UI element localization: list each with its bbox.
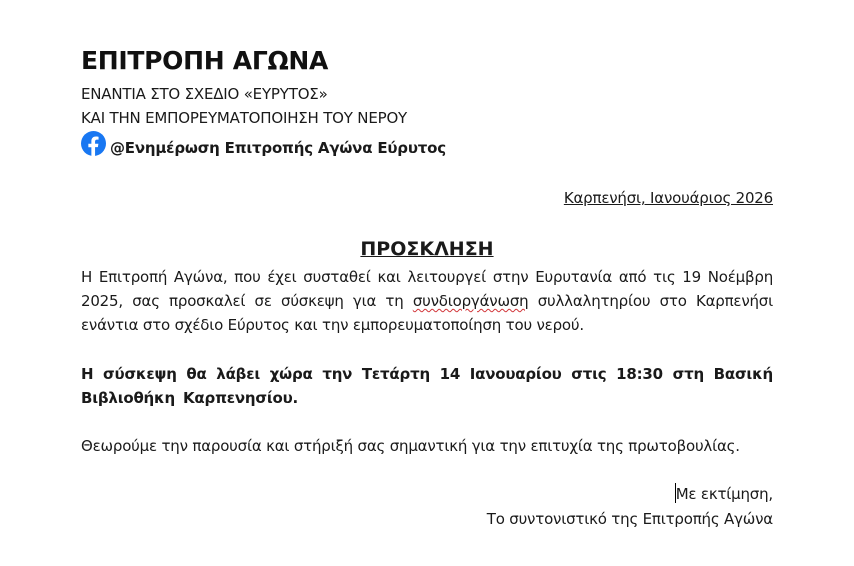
closing-signature: Το συντονιστικό της Επιτροπής Αγώνα <box>486 510 773 528</box>
paragraph-intro-start: Η Επιτροπή Αγώνα, που έχει συσταθεί και λειτουργεί στην Ευρυτανία από τις 19 Νοέμβρη 2025, σας προσκαλεί σε σύσκεψη για τη <box>81 268 773 310</box>
facebook-icon <box>81 131 106 156</box>
paragraph-intro-end: συλλαλητηρίου στο Καρπενήσι ενάντια στο σχέδιο Εύρυτος και την εμπορευματοποίηση του νερού. <box>81 292 773 334</box>
facebook-line <box>81 130 446 160</box>
subtitle-line-2: ΚΑΙ ΤΗΝ ΕΜΠΟΡΕΥΜΑΤΟΠΟΙΗΣΗ ΤΟΥ ΝΕΡΟΥ <box>81 109 408 127</box>
paragraph-closing-note: Θεωρούμε την παρουσία και στήριξή σας σημαντική για την επιτυχία της πρωτοβουλίας. <box>81 437 740 455</box>
invitation-heading: ΠΡΟΣΚΛΗΣΗ <box>360 238 494 260</box>
spellcheck-flagged-word[interactable]: συνδιοργάνωση <box>412 292 529 310</box>
closing-salutation: Με εκτίμηση, <box>675 485 773 503</box>
facebook-handle: @Ενημέρωση Επιτροπής Αγώνα Εύρυτος <box>110 139 446 157</box>
document-title: ΕΠΙΤΡΟΠΗ ΑΓΩΝΑ <box>81 46 329 75</box>
paragraph-intro <box>81 265 773 337</box>
date-line: Καρπενήσι, Ιανουάριος 2026 <box>563 189 773 207</box>
paragraph-meeting-details: Η σύσκεψη θα λάβει χώρα την Τετάρτη 14 Ιανουαρίου στις 18:30 στη Βασική Βιβλιοθήκη Καρπενησίου. <box>81 365 773 407</box>
subtitle-line-1: ΕΝΑΝΤΙΑ ΣΤΟ ΣΧΕΔΙΟ «ΕΥΡΥΤΟΣ» <box>81 85 328 103</box>
closing-line-1 <box>81 482 773 506</box>
